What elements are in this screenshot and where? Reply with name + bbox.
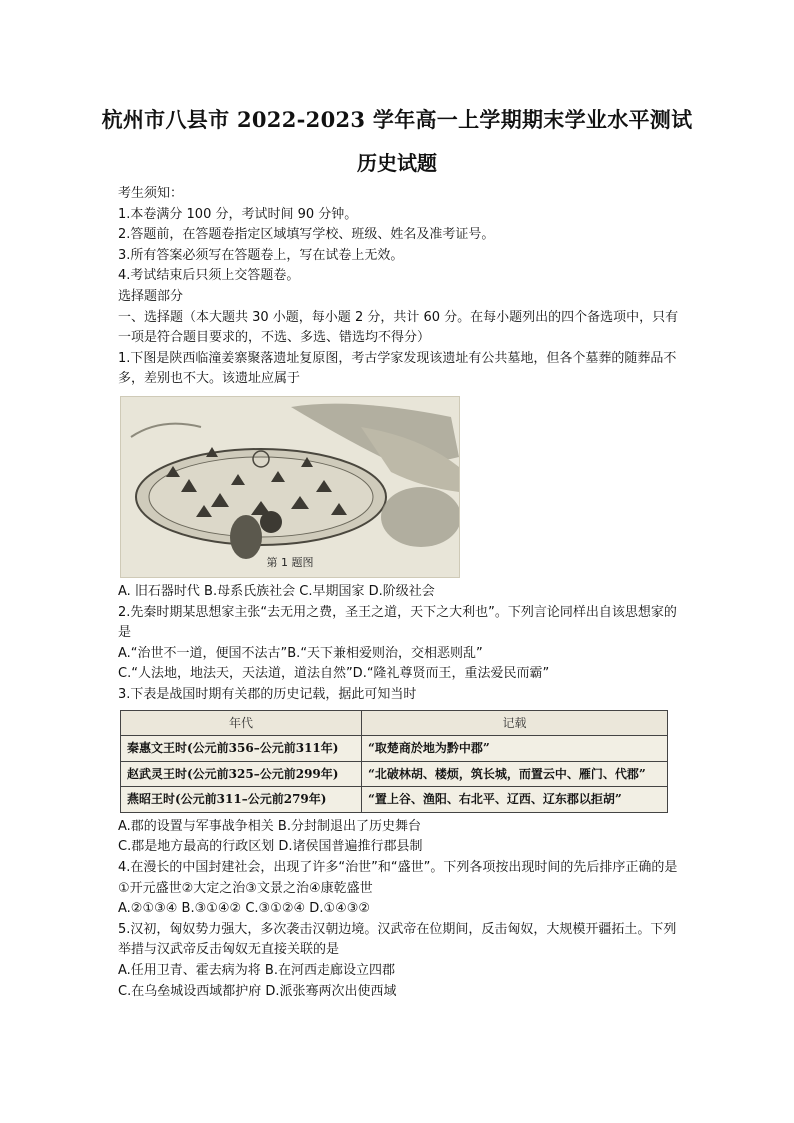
table-row [121,761,668,787]
notice-heading: 考生须知： [118,186,184,201]
question-1-options: A. 旧石器时代 B.母系氏族社会 C.早期国家 D.阶级社会 [118,583,435,599]
notice-item: 2.答题前，在答题卷指定区域填写学校、班级、姓名及准考证号。 [118,227,495,243]
table-cell-record: “北破林胡、楼烦，筑长城，而置云中、雁门、代郡” [362,761,668,787]
settlement-illustration [121,397,459,577]
notice-item: 4.考试结束后只须上交答题卷。 [118,268,300,284]
question-3-stem: 3.下表是战国时期有关郡的历史记载，据此可知当时 [118,686,417,702]
table-cell-record: “取楚商於地为黔中郡” [362,736,668,762]
question-2-stem: 2.先秦时期某思想家主张“去无用之费，圣王之道，天下之大利也”。下列言论同样出自该思想家的是 [118,604,677,641]
question-3-options: A.郡的设置与军事战争相关 B.分封制退出了历史舞台 [118,818,421,834]
table-row [121,787,668,813]
table-cell-era: 赵武灵王时(公元前325–公元前299年) [121,761,362,787]
exam-title: 杭州市八县市 2022-2023 学年高一上学期期末学业水平测试 [101,107,693,132]
question-2-options: C.“人法地，地法天，天法道，道法自然”D.“隆礼尊贤而王，重法爱民而霸” [118,666,550,682]
notice-item: 1.本卷满分 100 分，考试时间 90 分钟。 [118,206,358,222]
question-5-options: A.任用卫青、霍去病为将 B.在河西走廊设立四郡 [118,963,395,979]
question-1-stem: 1.下图是陕西临潼姜寨聚落遗址复原图，考古学家发现该遗址有公共墓地，但各个墓葬的随葬品不多，差别也不大。该遗址应属于 [118,350,677,387]
question-4-stem: 4.在漫长的中国封建社会，出现了许多“治世”和“盛世”。下列各项按出现时间的先后排序正确的是 [118,860,678,876]
question-1-figure [120,396,460,578]
table-cell-era: 燕昭王时(公元前311–公元前279年) [121,787,362,813]
table-row [121,736,668,762]
section-part-label: 选择题部分 [118,288,184,304]
table-header-row [121,710,668,736]
question-3-table [120,710,668,813]
question-5-stem: 5.汉初，匈奴势力强大，多次袭击汉朝边境。汉武帝在位期间，反击匈奴，大规模开疆拓土。下列举措与汉武帝反击匈奴无直接关联的是 [118,921,677,958]
table-header-era: 年代 [121,710,362,736]
section-intro: 一、选择题（本大题共 30 小题，每小题 2 分，共计 60 分。在每小题列出的四个备选项中，只有一项是符合题目要求的，不选、多选、错选均不得分） [118,309,679,346]
table-cell-era: 秦惠文王时(公元前356–公元前311年) [121,736,362,762]
table-header-record: 记载 [362,710,668,736]
question-4-items: ①开元盛世②大定之治③文景之治④康乾盛世 [118,880,373,896]
exam-subtitle: 历史试题 [357,151,437,175]
table-cell-record: “置上谷、渔阳、右北平、辽西、辽东郡以拒胡” [362,787,668,813]
exam-body [118,184,688,1002]
notice-item: 3.所有答案必须写在答题卷上，写在试卷上无效。 [118,247,404,263]
figure-caption: 第 1 题图 [266,556,314,570]
question-5-options: C.在乌垒城设西域都护府 D.派张骞两次出使西域 [118,983,397,999]
question-3-options: C.郡是地方最高的行政区划 D.诸侯国普遍推行郡县制 [118,839,423,855]
question-2-options: A.“治世不一道，便国不法古”B.“天下兼相爱则治，交相恶则乱” [118,645,483,661]
question-4-options: A.②①③④ B.③①④② C.③①②④ D.①④③② [118,901,371,917]
